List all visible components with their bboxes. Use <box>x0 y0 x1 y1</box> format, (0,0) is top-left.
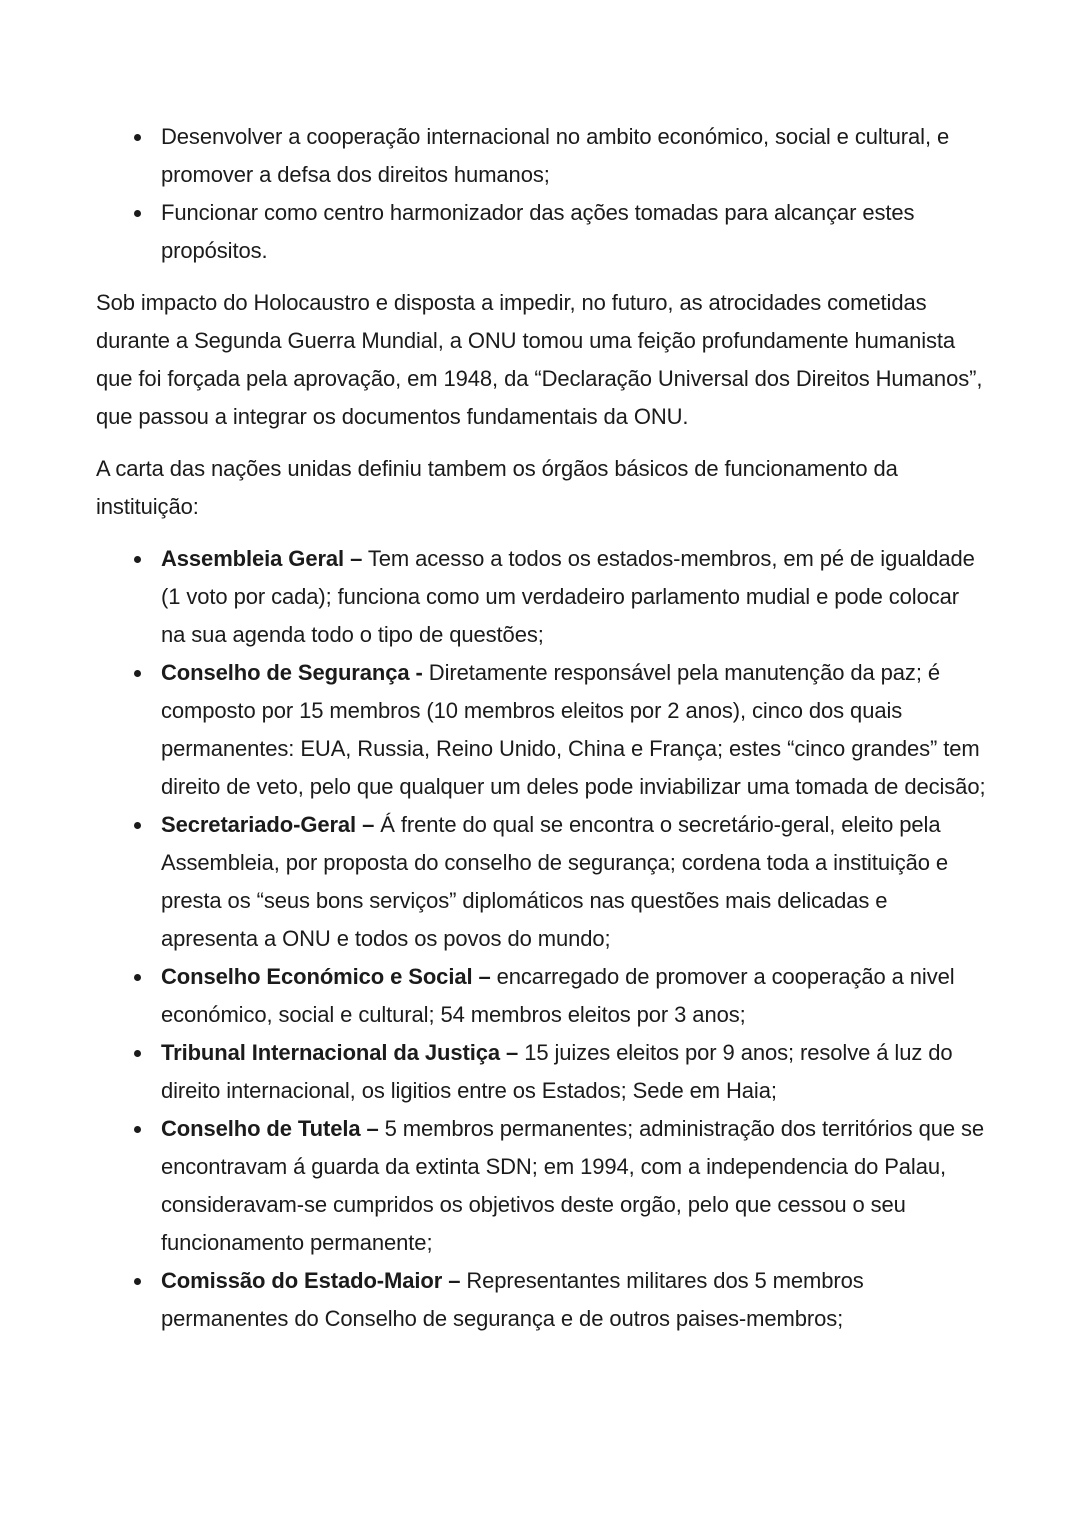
list-item <box>96 118 988 194</box>
organ-name: Assembleia Geral – <box>161 546 363 571</box>
organ-description: Representantes militares dos 5 membros permanentes do Conselho de segurança e de outros paises-membros; <box>161 1268 864 1331</box>
list-item <box>96 958 988 1034</box>
organ-name: Comissão do Estado-Maior – <box>161 1268 461 1293</box>
organ-name: Conselho de Segurança - <box>161 660 423 685</box>
organs-bullet-list <box>96 540 988 1338</box>
paragraph-carta-orgaos: A carta das nações unidas definiu tambem os órgãos básicos de funcionamento da instituição: <box>96 456 898 519</box>
organ-name: Conselho de Tutela – <box>161 1116 379 1141</box>
intro-bullet-list <box>96 118 988 270</box>
organ-description: 15 juizes eleitos por 9 anos; resolve á luz do direito internacional, os ligitios entre os Estados; Sede em Haia; <box>161 1040 953 1103</box>
paragraph-onu-humanista: Sob impacto do Holocaustro e disposta a impedir, no futuro, as atrocidades cometidas durante a Segunda Guerra Mundial, a ONU tomou uma feição profundamente humanista que foi forçada pela aprovação, em 1948, da “Declaração Universal dos Direitos Humanos”, que passou a integrar os documentos fundamentais da ONU. <box>96 290 983 429</box>
list-item <box>96 1110 988 1262</box>
list-item <box>96 1262 988 1338</box>
list-item-text: Desenvolver a cooperação internacional no ambito económico, social e cultural, e promover a defsa dos direitos humanos; <box>161 124 950 187</box>
organ-description: 5 membros permanentes; administração dos territórios que se encontravam á guarda da extinta SDN; em 1994, com a independencia do Palau, consideravam-se cumpridos os objetivos deste orgão, pelo que cessou o seu funcionamento permanente; <box>161 1116 985 1255</box>
list-item <box>96 1034 988 1110</box>
organ-description: Tem acesso a todos os estados-membros, em pé de igualdade (1 voto por cada); funciona como um verdadeiro parlamento mudial e pode colocar na sua agenda todo o tipo de questões; <box>161 546 975 647</box>
organ-name: Conselho Económico e Social – <box>161 964 491 989</box>
organ-description: encarregado de promover a cooperação a nivel económico, social e cultural; 54 membros eleitos por 3 anos; <box>161 964 955 1027</box>
list-item <box>96 194 988 270</box>
list-item <box>96 806 988 958</box>
organ-name: Secretariado-Geral – <box>161 812 375 837</box>
organ-name: Tribunal Internacional da Justiça – <box>161 1040 519 1065</box>
list-item-text: Funcionar como centro harmonizador das ações tomadas para alcançar estes propósitos. <box>161 200 915 263</box>
list-item <box>96 654 988 806</box>
organ-description: Á frente do qual se encontra o secretário-geral, eleito pela Assembleia, por proposta do conselho de segurança; cordena toda a instituição e presta os “seus bons serviços” diplomáticos nas questões mais delicadas e apresenta a ONU e todos os povos do mundo; <box>161 812 949 951</box>
organ-description: Diretamente responsável pela manutenção da paz; é composto por 15 membros (10 membros eleitos por 2 anos), cinco dos quais permanentes: EUA, Russia, Reino Unido, China e França; estes “cinco grandes” tem direito de veto, pelo que qualquer um deles pode inviabilizar uma tomada de decisão; <box>161 660 986 799</box>
list-item <box>96 540 988 654</box>
